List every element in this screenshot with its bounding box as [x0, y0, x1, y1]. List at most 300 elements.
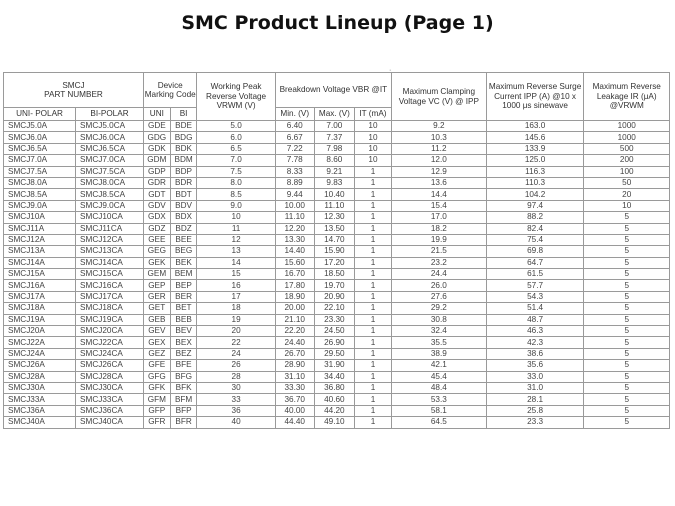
cell-leakage-current: 5 — [584, 314, 670, 325]
cell-it-ma: 1 — [354, 234, 391, 245]
cell-uni-polar-part: SMCJ9.0A — [4, 200, 76, 211]
cell-leakage-current: 5 — [584, 246, 670, 257]
cell-uni-polar-part: SMCJ7.0A — [4, 155, 76, 166]
cell-vrwm: 13 — [197, 246, 275, 257]
cell-bi-marking: BEZ — [170, 348, 197, 359]
cell-surge-current: 46.3 — [486, 326, 584, 337]
cell-uni-polar-part: SMCJ33A — [4, 394, 76, 405]
cell-uni-marking: GDP — [143, 166, 170, 177]
cell-bi-marking: BDP — [170, 166, 197, 177]
cell-bi-marking: BFM — [170, 394, 197, 405]
cell-vbr-min: 7.22 — [275, 143, 314, 154]
cell-leakage-current: 20 — [584, 189, 670, 200]
cell-vrwm: 8.0 — [197, 177, 275, 188]
cell-clamping-voltage: 35.5 — [392, 337, 487, 348]
table-row — [4, 382, 670, 393]
cell-vrwm: 33 — [197, 394, 275, 405]
cell-bi-marking: BDZ — [170, 223, 197, 234]
cell-bi-polar-part: SMCJ10CA — [76, 212, 144, 223]
cell-vbr-min: 22.20 — [275, 326, 314, 337]
cell-vbr-max: 26.90 — [314, 337, 354, 348]
cell-bi-marking: BEX — [170, 337, 197, 348]
cell-it-ma: 1 — [354, 405, 391, 416]
cell-uni-marking: GFR — [143, 417, 170, 428]
cell-uni-polar-part: SMCJ11A — [4, 223, 76, 234]
cell-it-ma: 1 — [354, 212, 391, 223]
cell-uni-polar-part: SMCJ20A — [4, 326, 76, 337]
cell-vbr-max: 12.30 — [314, 212, 354, 223]
table-row — [4, 337, 670, 348]
header-part-number: SMCJ PART NUMBER — [4, 73, 144, 108]
stray-mark: · — [389, 67, 392, 74]
cell-vbr-min: 11.10 — [275, 212, 314, 223]
cell-it-ma: 10 — [354, 132, 391, 143]
cell-it-ma: 1 — [354, 177, 391, 188]
cell-vbr-max: 36.80 — [314, 382, 354, 393]
cell-uni-marking: GDV — [143, 200, 170, 211]
cell-vbr-min: 33.30 — [275, 382, 314, 393]
cell-leakage-current: 5 — [584, 303, 670, 314]
cell-bi-marking: BFK — [170, 382, 197, 393]
cell-uni-marking: GDM — [143, 155, 170, 166]
cell-clamping-voltage: 30.8 — [392, 314, 487, 325]
cell-bi-marking: BEK — [170, 257, 197, 268]
cell-vbr-max: 24.50 — [314, 326, 354, 337]
table-row — [4, 189, 670, 200]
cell-bi-polar-part: SMCJ14CA — [76, 257, 144, 268]
cell-leakage-current: 5 — [584, 291, 670, 302]
cell-uni-polar-part: SMCJ6.5A — [4, 143, 76, 154]
cell-vbr-max: 19.70 — [314, 280, 354, 291]
cell-uni-polar-part: SMCJ12A — [4, 234, 76, 245]
cell-bi-polar-part: SMCJ13CA — [76, 246, 144, 257]
cell-bi-polar-part: SMCJ15CA — [76, 269, 144, 280]
cell-leakage-current: 500 — [584, 143, 670, 154]
cell-vbr-min: 6.40 — [275, 121, 314, 132]
cell-surge-current: 33.0 — [486, 371, 584, 382]
cell-surge-current: 97.4 — [486, 200, 584, 211]
header-breakdown: Breakdown Voltage VBR @IT — [275, 73, 391, 108]
table-row — [4, 132, 670, 143]
cell-vbr-min: 26.70 — [275, 348, 314, 359]
cell-uni-polar-part: SMCJ5.0A — [4, 121, 76, 132]
cell-uni-marking: GEZ — [143, 348, 170, 359]
cell-vbr-max: 13.50 — [314, 223, 354, 234]
cell-surge-current: 23.3 — [486, 417, 584, 428]
header-uni: UNI — [143, 108, 170, 121]
cell-bi-marking: BDG — [170, 132, 197, 143]
cell-uni-marking: GEP — [143, 280, 170, 291]
cell-clamping-voltage: 12.0 — [392, 155, 487, 166]
cell-clamping-voltage: 21.5 — [392, 246, 487, 257]
cell-bi-polar-part: SMCJ36CA — [76, 405, 144, 416]
header-surge: Maximum Reverse Surge Current IPP (A) @10 x 1000 μs sinewave — [486, 73, 584, 121]
cell-vbr-min: 15.60 — [275, 257, 314, 268]
cell-vbr-min: 9.44 — [275, 189, 314, 200]
table-row — [4, 303, 670, 314]
cell-uni-marking: GEX — [143, 337, 170, 348]
cell-uni-polar-part: SMCJ14A — [4, 257, 76, 268]
cell-it-ma: 1 — [354, 166, 391, 177]
cell-leakage-current: 5 — [584, 360, 670, 371]
cell-vbr-max: 8.60 — [314, 155, 354, 166]
cell-clamping-voltage: 38.9 — [392, 348, 487, 359]
cell-vbr-min: 21.10 — [275, 314, 314, 325]
cell-clamping-voltage: 32.4 — [392, 326, 487, 337]
cell-vbr-max: 10.40 — [314, 189, 354, 200]
table-row — [4, 177, 670, 188]
cell-uni-marking: GDR — [143, 177, 170, 188]
table-row — [4, 223, 670, 234]
cell-vbr-max: 40.60 — [314, 394, 354, 405]
cell-vbr-min: 13.30 — [275, 234, 314, 245]
table-row — [4, 417, 670, 428]
cell-it-ma: 1 — [354, 303, 391, 314]
table-row — [4, 348, 670, 359]
header-bi: BI — [170, 108, 197, 121]
cell-vbr-min: 24.40 — [275, 337, 314, 348]
cell-vbr-min: 20.00 — [275, 303, 314, 314]
cell-uni-polar-part: SMCJ26A — [4, 360, 76, 371]
cell-clamping-voltage: 24.4 — [392, 269, 487, 280]
cell-uni-marking: GFG — [143, 371, 170, 382]
cell-clamping-voltage: 58.1 — [392, 405, 487, 416]
cell-uni-marking: GFK — [143, 382, 170, 393]
cell-vbr-max: 29.50 — [314, 348, 354, 359]
cell-it-ma: 1 — [354, 382, 391, 393]
cell-bi-marking: BDR — [170, 177, 197, 188]
cell-leakage-current: 5 — [584, 394, 670, 405]
cell-it-ma: 1 — [354, 257, 391, 268]
cell-it-ma: 10 — [354, 121, 391, 132]
cell-bi-marking: BDX — [170, 212, 197, 223]
cell-leakage-current: 1000 — [584, 132, 670, 143]
cell-clamping-voltage: 23.2 — [392, 257, 487, 268]
cell-vrwm: 6.5 — [197, 143, 275, 154]
cell-bi-marking: BEM — [170, 269, 197, 280]
cell-bi-polar-part: SMCJ5.0CA — [76, 121, 144, 132]
cell-vrwm: 7.0 — [197, 155, 275, 166]
cell-uni-polar-part: SMCJ10A — [4, 212, 76, 223]
cell-surge-current: 48.7 — [486, 314, 584, 325]
cell-bi-polar-part: SMCJ33CA — [76, 394, 144, 405]
cell-it-ma: 1 — [354, 200, 391, 211]
cell-bi-polar-part: SMCJ22CA — [76, 337, 144, 348]
header-min: Min. (V) — [275, 108, 314, 121]
cell-bi-polar-part: SMCJ6.0CA — [76, 132, 144, 143]
cell-uni-polar-part: SMCJ8.0A — [4, 177, 76, 188]
cell-uni-polar-part: SMCJ16A — [4, 280, 76, 291]
cell-vbr-min: 16.70 — [275, 269, 314, 280]
cell-uni-marking: GFM — [143, 394, 170, 405]
cell-it-ma: 1 — [354, 189, 391, 200]
cell-uni-polar-part: SMCJ30A — [4, 382, 76, 393]
table-row — [4, 143, 670, 154]
cell-vbr-max: 31.90 — [314, 360, 354, 371]
cell-vrwm: 18 — [197, 303, 275, 314]
cell-vrwm: 7.5 — [197, 166, 275, 177]
cell-uni-polar-part: SMCJ15A — [4, 269, 76, 280]
cell-bi-polar-part: SMCJ8.0CA — [76, 177, 144, 188]
cell-it-ma: 1 — [354, 417, 391, 428]
cell-surge-current: 69.8 — [486, 246, 584, 257]
table-row — [4, 155, 670, 166]
cell-it-ma: 1 — [354, 280, 391, 291]
cell-leakage-current: 5 — [584, 212, 670, 223]
cell-vbr-max: 20.90 — [314, 291, 354, 302]
cell-surge-current: 25.8 — [486, 405, 584, 416]
cell-vbr-min: 12.20 — [275, 223, 314, 234]
cell-uni-marking: GEE — [143, 234, 170, 245]
cell-vbr-min: 14.40 — [275, 246, 314, 257]
cell-it-ma: 10 — [354, 155, 391, 166]
cell-leakage-current: 1000 — [584, 121, 670, 132]
cell-clamping-voltage: 26.0 — [392, 280, 487, 291]
cell-bi-polar-part: SMCJ6.5CA — [76, 143, 144, 154]
cell-vrwm: 30 — [197, 382, 275, 393]
cell-clamping-voltage: 15.4 — [392, 200, 487, 211]
table-row — [4, 269, 670, 280]
cell-clamping-voltage: 9.2 — [392, 121, 487, 132]
cell-vbr-max: 7.37 — [314, 132, 354, 143]
cell-clamping-voltage: 64.5 — [392, 417, 487, 428]
cell-surge-current: 54.3 — [486, 291, 584, 302]
header-uni-polar: UNI- POLAR — [4, 108, 76, 121]
cell-clamping-voltage: 29.2 — [392, 303, 487, 314]
cell-uni-marking: GFE — [143, 360, 170, 371]
cell-bi-polar-part: SMCJ16CA — [76, 280, 144, 291]
table-row — [4, 121, 670, 132]
cell-vrwm: 36 — [197, 405, 275, 416]
table-row — [4, 326, 670, 337]
cell-it-ma: 1 — [354, 348, 391, 359]
cell-vbr-min: 6.67 — [275, 132, 314, 143]
cell-uni-marking: GFP — [143, 405, 170, 416]
cell-vrwm: 14 — [197, 257, 275, 268]
cell-vrwm: 20 — [197, 326, 275, 337]
cell-vbr-max: 17.20 — [314, 257, 354, 268]
cell-clamping-voltage: 13.6 — [392, 177, 487, 188]
header-it: IT (mA) — [354, 108, 391, 121]
cell-leakage-current: 5 — [584, 257, 670, 268]
cell-vrwm: 22 — [197, 337, 275, 348]
cell-vbr-max: 11.10 — [314, 200, 354, 211]
cell-vrwm: 17 — [197, 291, 275, 302]
cell-vbr-max: 22.10 — [314, 303, 354, 314]
cell-vbr-max: 18.50 — [314, 269, 354, 280]
cell-vrwm: 6.0 — [197, 132, 275, 143]
cell-uni-polar-part: SMCJ22A — [4, 337, 76, 348]
cell-surge-current: 116.3 — [486, 166, 584, 177]
cell-vbr-max: 9.21 — [314, 166, 354, 177]
cell-vbr-max: 9.83 — [314, 177, 354, 188]
cell-surge-current: 133.9 — [486, 143, 584, 154]
cell-vbr-min: 28.90 — [275, 360, 314, 371]
cell-bi-marking: BFE — [170, 360, 197, 371]
cell-leakage-current: 5 — [584, 405, 670, 416]
cell-bi-polar-part: SMCJ7.0CA — [76, 155, 144, 166]
header-leakage: Maximum Reverse Leakage IR (μA) @VRWM — [584, 73, 670, 121]
cell-bi-marking: BEV — [170, 326, 197, 337]
table-row — [4, 405, 670, 416]
cell-vbr-min: 31.10 — [275, 371, 314, 382]
cell-bi-marking: BET — [170, 303, 197, 314]
cell-bi-polar-part: SMCJ28CA — [76, 371, 144, 382]
cell-clamping-voltage: 17.0 — [392, 212, 487, 223]
table-row — [4, 314, 670, 325]
cell-it-ma: 1 — [354, 246, 391, 257]
cell-vrwm: 15 — [197, 269, 275, 280]
cell-uni-polar-part: SMCJ17A — [4, 291, 76, 302]
cell-leakage-current: 5 — [584, 234, 670, 245]
cell-leakage-current: 5 — [584, 269, 670, 280]
cell-vrwm: 5.0 — [197, 121, 275, 132]
cell-uni-marking: GEM — [143, 269, 170, 280]
cell-uni-marking: GEG — [143, 246, 170, 257]
cell-leakage-current: 5 — [584, 382, 670, 393]
cell-uni-marking: GET — [143, 303, 170, 314]
cell-bi-marking: BEP — [170, 280, 197, 291]
cell-vbr-min: 36.70 — [275, 394, 314, 405]
cell-it-ma: 1 — [354, 291, 391, 302]
cell-vbr-min: 10.00 — [275, 200, 314, 211]
cell-clamping-voltage: 48.4 — [392, 382, 487, 393]
table-row — [4, 257, 670, 268]
cell-uni-marking: GEK — [143, 257, 170, 268]
cell-bi-polar-part: SMCJ26CA — [76, 360, 144, 371]
cell-leakage-current: 5 — [584, 417, 670, 428]
cell-leakage-current: 5 — [584, 337, 670, 348]
cell-bi-marking: BFR — [170, 417, 197, 428]
cell-uni-polar-part: SMCJ36A — [4, 405, 76, 416]
cell-uni-polar-part: SMCJ13A — [4, 246, 76, 257]
cell-vbr-max: 23.30 — [314, 314, 354, 325]
cell-leakage-current: 5 — [584, 371, 670, 382]
cell-it-ma: 1 — [354, 337, 391, 348]
cell-clamping-voltage: 10.3 — [392, 132, 487, 143]
cell-surge-current: 125.0 — [486, 155, 584, 166]
cell-vbr-max: 14.70 — [314, 234, 354, 245]
cell-vbr-min: 7.78 — [275, 155, 314, 166]
table-row — [4, 200, 670, 211]
cell-surge-current: 75.4 — [486, 234, 584, 245]
cell-vrwm: 24 — [197, 348, 275, 359]
cell-bi-marking: BDE — [170, 121, 197, 132]
cell-vrwm: 9.0 — [197, 200, 275, 211]
cell-bi-polar-part: SMCJ17CA — [76, 291, 144, 302]
cell-uni-polar-part: SMCJ7.5A — [4, 166, 76, 177]
table-row — [4, 166, 670, 177]
cell-vbr-min: 8.89 — [275, 177, 314, 188]
cell-clamping-voltage: 14.4 — [392, 189, 487, 200]
cell-bi-polar-part: SMCJ30CA — [76, 382, 144, 393]
cell-uni-polar-part: SMCJ24A — [4, 348, 76, 359]
cell-uni-marking: GEB — [143, 314, 170, 325]
cell-surge-current: 61.5 — [486, 269, 584, 280]
table-row — [4, 360, 670, 371]
cell-leakage-current: 5 — [584, 280, 670, 291]
header-max: Max. (V) — [314, 108, 354, 121]
header-working-peak: Working Peak Reverse Voltage VRWM (V) — [197, 73, 275, 121]
cell-surge-current: 31.0 — [486, 382, 584, 393]
table-row — [4, 291, 670, 302]
cell-uni-marking: GER — [143, 291, 170, 302]
cell-uni-marking: GEV — [143, 326, 170, 337]
cell-vbr-min: 17.80 — [275, 280, 314, 291]
cell-leakage-current: 100 — [584, 166, 670, 177]
cell-uni-marking: GDT — [143, 189, 170, 200]
cell-surge-current: 38.6 — [486, 348, 584, 359]
cell-it-ma: 1 — [354, 223, 391, 234]
cell-leakage-current: 10 — [584, 200, 670, 211]
cell-clamping-voltage: 19.9 — [392, 234, 487, 245]
cell-vrwm: 28 — [197, 371, 275, 382]
cell-vrwm: 16 — [197, 280, 275, 291]
cell-surge-current: 104.2 — [486, 189, 584, 200]
cell-surge-current: 28.1 — [486, 394, 584, 405]
cell-vbr-min: 44.40 — [275, 417, 314, 428]
cell-vrwm: 12 — [197, 234, 275, 245]
cell-uni-marking: GDK — [143, 143, 170, 154]
cell-surge-current: 51.4 — [486, 303, 584, 314]
header-bi-polar: BI-POLAR — [76, 108, 144, 121]
cell-bi-marking: BEB — [170, 314, 197, 325]
cell-leakage-current: 200 — [584, 155, 670, 166]
cell-bi-marking: BDK — [170, 143, 197, 154]
cell-surge-current: 82.4 — [486, 223, 584, 234]
cell-bi-polar-part: SMCJ7.5CA — [76, 166, 144, 177]
cell-vbr-max: 49.10 — [314, 417, 354, 428]
cell-bi-marking: BDT — [170, 189, 197, 200]
cell-vrwm: 8.5 — [197, 189, 275, 200]
cell-bi-polar-part: SMCJ18CA — [76, 303, 144, 314]
header-clamping: Maximum Clamping Voltage VC (V) @ IPP — [392, 73, 487, 121]
cell-bi-polar-part: SMCJ20CA — [76, 326, 144, 337]
cell-bi-marking: BDV — [170, 200, 197, 211]
cell-vbr-min: 8.33 — [275, 166, 314, 177]
cell-uni-polar-part: SMCJ6.0A — [4, 132, 76, 143]
table-row — [4, 371, 670, 382]
table-row — [4, 212, 670, 223]
table-row — [4, 234, 670, 245]
cell-uni-marking: GDG — [143, 132, 170, 143]
cell-uni-marking: GDZ — [143, 223, 170, 234]
cell-it-ma: 1 — [354, 269, 391, 280]
cell-surge-current: 57.7 — [486, 280, 584, 291]
cell-bi-polar-part: SMCJ12CA — [76, 234, 144, 245]
cell-vrwm: 26 — [197, 360, 275, 371]
cell-bi-polar-part: SMCJ8.5CA — [76, 189, 144, 200]
cell-it-ma: 1 — [354, 371, 391, 382]
cell-bi-marking: BEE — [170, 234, 197, 245]
cell-bi-marking: BDM — [170, 155, 197, 166]
cell-uni-polar-part: SMCJ40A — [4, 417, 76, 428]
cell-surge-current: 88.2 — [486, 212, 584, 223]
cell-leakage-current: 5 — [584, 348, 670, 359]
cell-uni-marking: GDX — [143, 212, 170, 223]
cell-it-ma: 1 — [354, 326, 391, 337]
cell-bi-polar-part: SMCJ19CA — [76, 314, 144, 325]
cell-vbr-max: 15.90 — [314, 246, 354, 257]
cell-vbr-max: 7.00 — [314, 121, 354, 132]
product-table — [3, 72, 670, 429]
cell-bi-marking: BER — [170, 291, 197, 302]
cell-uni-polar-part: SMCJ18A — [4, 303, 76, 314]
cell-clamping-voltage: 27.6 — [392, 291, 487, 302]
cell-bi-polar-part: SMCJ11CA — [76, 223, 144, 234]
cell-surge-current: 64.7 — [486, 257, 584, 268]
cell-it-ma: 1 — [354, 394, 391, 405]
